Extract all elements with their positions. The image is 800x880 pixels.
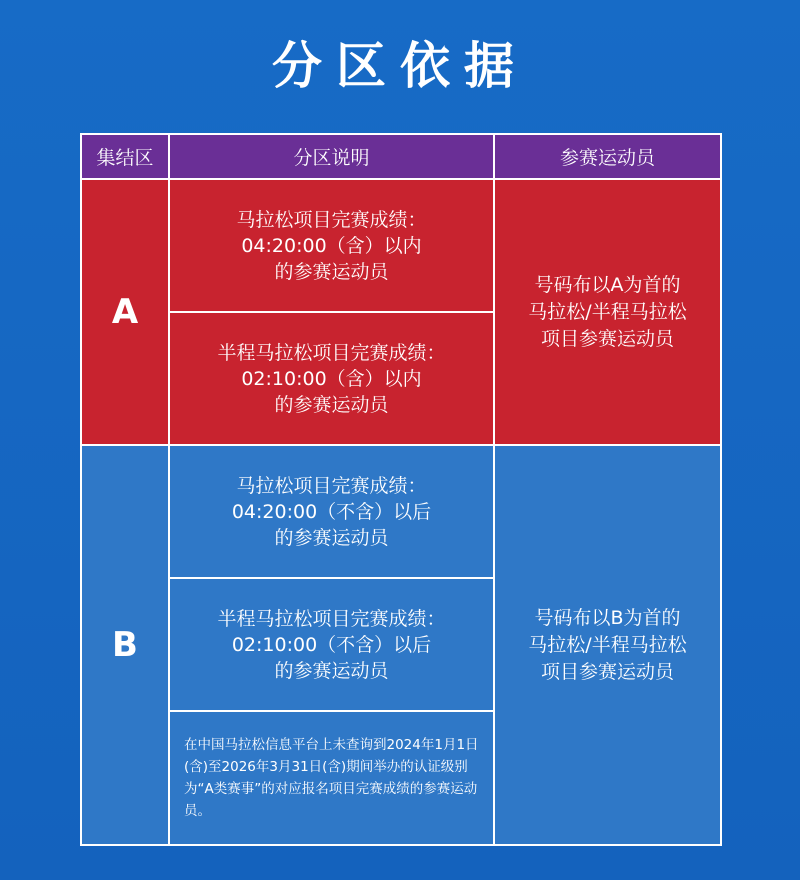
criteria-line: 的参赛运动员 xyxy=(274,526,389,549)
criteria-line: 04:20:00（含）以内 xyxy=(241,234,422,257)
athletes-line: 项目参赛运动员 xyxy=(540,660,674,683)
criteria-line: 的参赛运动员 xyxy=(274,260,389,283)
criteria-line: 02:10:00（不含）以后 xyxy=(231,633,432,656)
zone-b-label: B xyxy=(81,445,169,845)
table-row xyxy=(81,445,721,578)
criteria-line: 02:10:00（含）以内 xyxy=(241,367,422,390)
athletes-line: 项目参赛运动员 xyxy=(540,327,674,350)
header-description: 分区说明 xyxy=(169,134,494,179)
athletes-line: 号码布以A为首的 xyxy=(534,273,681,296)
criteria-line: 马拉松项目完赛成绩： xyxy=(236,474,427,497)
athletes-line: 马拉松/半程马拉松 xyxy=(528,300,687,323)
page-title: 分区依据 xyxy=(272,37,528,95)
criteria-line: 半程马拉松项目完赛成绩： xyxy=(217,607,446,630)
zone-b-athletes xyxy=(494,445,721,845)
criteria-line: 的参赛运动员 xyxy=(274,659,389,682)
zone-table xyxy=(80,133,722,846)
athletes-line: 马拉松/半程马拉松 xyxy=(528,633,687,656)
criteria-line: 04:20:00（不含）以后 xyxy=(231,500,432,523)
zone-b-no-record-note: 在中国马拉松信息平台上未查询到2024年1月1日(含)至2026年3月31日(含)期间举办的认证级别为“A类赛事”的对应报名项目完赛成绩的参赛运动员。 xyxy=(169,711,494,845)
zone-a-marathon-criteria xyxy=(169,179,494,312)
criteria-line: 半程马拉松项目完赛成绩： xyxy=(217,341,446,364)
criteria-line: 的参赛运动员 xyxy=(274,393,389,416)
criteria-line: 马拉松项目完赛成绩： xyxy=(236,208,427,231)
table-header-row xyxy=(81,134,721,179)
zone-a-label: A xyxy=(81,179,169,445)
header-athletes: 参赛运动员 xyxy=(494,134,721,179)
zone-b-marathon-criteria xyxy=(169,445,494,578)
header-zone: 集结区 xyxy=(81,134,169,179)
zone-a-half-marathon-criteria xyxy=(169,312,494,445)
table-row xyxy=(81,179,721,312)
athletes-line: 号码布以B为首的 xyxy=(534,606,681,629)
zone-b-half-marathon-criteria xyxy=(169,578,494,711)
zone-a-athletes xyxy=(494,179,721,445)
